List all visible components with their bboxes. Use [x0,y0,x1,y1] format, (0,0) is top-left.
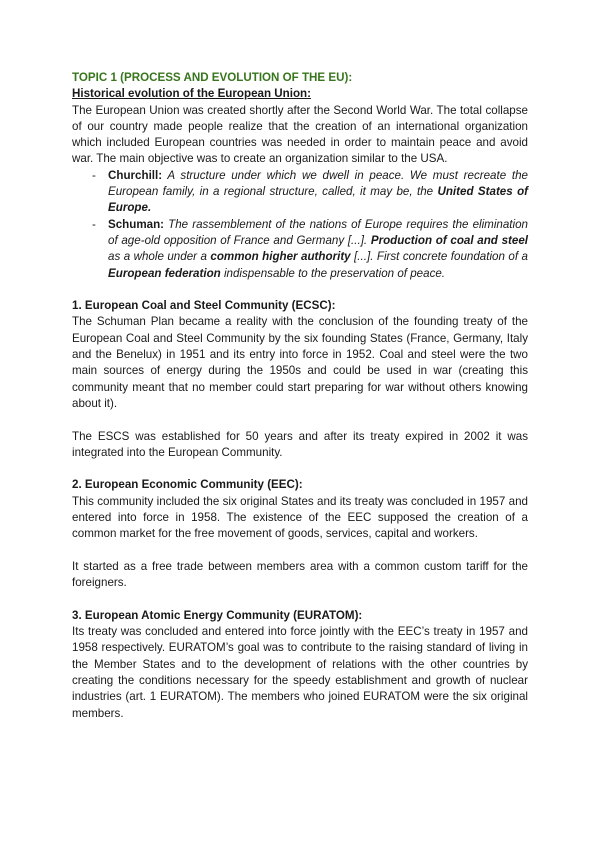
quote-segment: A structure under which we dwell in peace. We must recreate the European family, in a regional structure, called, it may be, the [108,168,528,199]
quote-emphasis: European federation [108,266,221,280]
quote-item-churchill [72,168,528,217]
euratom-heading: 3. European Atomic Energy Community (EURATOM): [72,608,363,622]
eec-heading: 2. European Economic Community (EEC): [72,478,303,492]
quote-segment: [...]. First concrete foundation of a [350,250,528,264]
quotes-list [72,168,528,282]
topic-title: TOPIC 1 (PROCESS AND EVOLUTION OF THE EU): [72,71,353,84]
quote-segment: as a whole under a [108,250,211,264]
quote-item-schuman [72,217,528,282]
quote-segment: indispensable to the preservation of peace. [220,266,446,280]
quote-author: Schuman: [108,217,165,231]
ecsc-heading: 1. European Coal and Steel Community (ECSC): [72,299,336,313]
list-bullet: - [92,217,96,231]
intro-paragraph: The European Union was created shortly after the Second World War. The total collapse of our country made people realize that the creation of an international organization which included European countries was needed in order to maintain peace and avoid war. The main objective was to create an organization similar to the USA. [72,103,528,166]
quote-text [108,218,528,280]
ecsc-paragraph-1: The Schuman Plan became a reality with the conclusion of the founding treaty of the European Coal and Steel Community by the six founding States (France, Germany, Italy and the Benelux) in 1951 and its entry into force in 1952. Coal and steel were the two main sources of energy during the 1950s and could be used in war (creating this community meant that no member could start preparing for war without others knowing about it). [72,315,528,410]
section-subtitle: Historical evolution of the European Union: [72,87,311,101]
eec-paragraph-1: This community included the six original States and its treaty was concluded in 1957 and entered into force in 1958. The existence of the EEC supposed the creation of a common market for the free movement of goods, services, capital and workers. [72,494,528,541]
quote-emphasis: Production of coal and steel [370,233,528,247]
ecsc-paragraph-2: The ESCS was established for 50 years and after its treaty expired in 2002 it was integrated into the European Community. [72,429,528,459]
quote-author: Churchill: [108,168,163,182]
list-bullet: - [92,168,96,182]
quote-emphasis: United States of Europe. [108,185,529,215]
quote-emphasis: common higher authority [210,250,351,264]
quote-segment: The rassemblement of the nations of Europe requires the elimination of age-old opposition of France and Germany [...]. [108,217,528,247]
eec-paragraph-2: It started as a free trade between members area with a common custom tariff for the foreigners. [72,559,528,590]
euratom-paragraph-1: Its treaty was concluded and entered into force jointly with the EEC’s treaty in 1957 and 1958 respectively. EURATOM’s goal was to contribute to the raising standard of living in the Member States and to the development of relations with the other countries by creating the conditions necessary for the speedy establishment and growth of nuclear industries (art. 1 EURATOM). The members who joined EURATOM were the six original members. [72,625,528,720]
quote-text [108,169,528,215]
